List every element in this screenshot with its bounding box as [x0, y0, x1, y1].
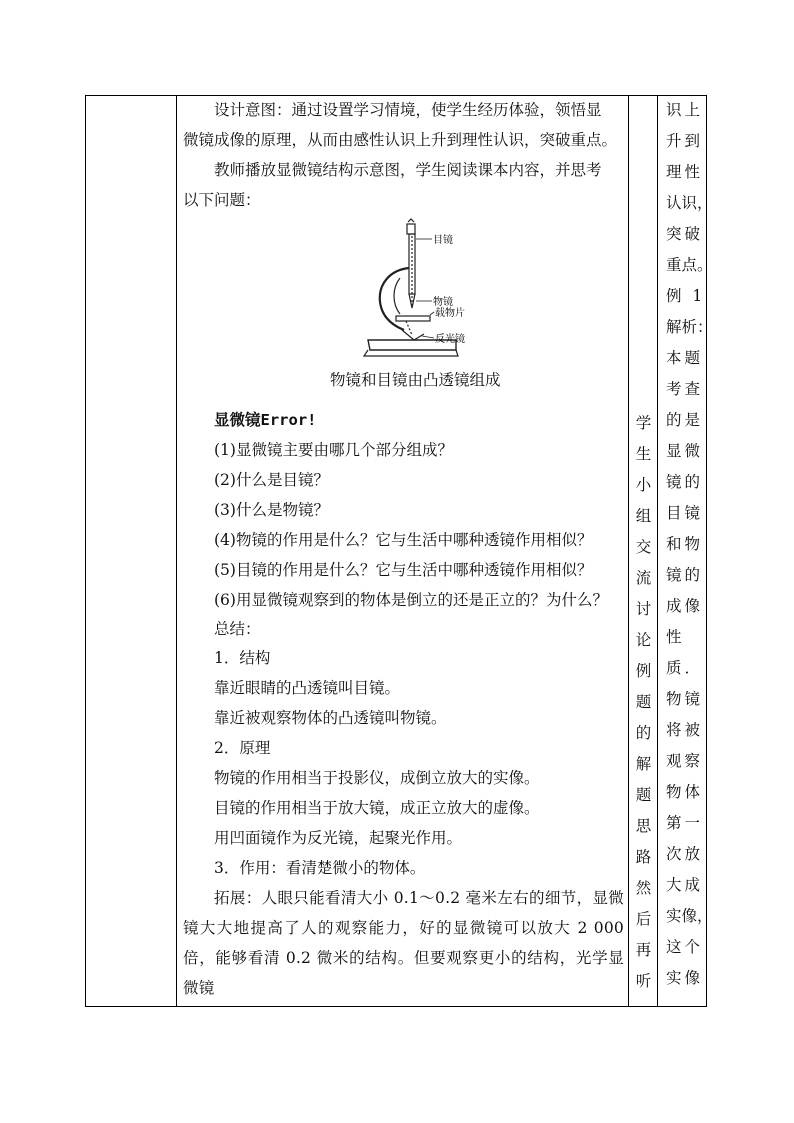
error-line: 显微镜Error! — [214, 411, 317, 429]
right-line: 这个 — [666, 938, 704, 956]
right-line: 重点。 — [666, 256, 713, 274]
right-line: 升到 — [666, 132, 704, 150]
student-activity-column — [631, 408, 656, 997]
teacher-line-1: 教师播放显微镜结构示意图，学生阅读课本内容，并思考 — [214, 161, 602, 179]
right-line: 实像 — [666, 969, 704, 987]
right-line: 物体 — [666, 783, 704, 801]
student-char: 思 — [635, 817, 652, 835]
right-line: 和物 — [666, 535, 704, 553]
student-char: 例 — [635, 662, 652, 680]
right-line: 的是 — [666, 411, 704, 429]
student-char: 听 — [635, 972, 652, 990]
student-char: 学 — [635, 414, 652, 432]
question-6: (6)用显微镜观察到的物体是倒立的还是正立的？为什么？ — [214, 591, 608, 609]
figure-caption: 物镜和目镜由凸透镜组成 — [330, 371, 501, 389]
right-line: 物镜 — [666, 690, 704, 708]
student-char: 生 — [635, 445, 652, 463]
student-char: 组 — [635, 507, 652, 525]
right-line: 理性 — [666, 163, 704, 181]
right-line: 镜的 — [666, 473, 704, 491]
student-char: 交 — [635, 538, 652, 556]
column-divider-1 — [176, 95, 177, 1007]
right-line: 次放 — [666, 845, 704, 863]
right-line: 观察 — [666, 752, 704, 770]
question-5: (5)目镜的作用是什么？它与生活中哪种透镜作用相似？ — [214, 561, 593, 579]
student-char: 论 — [635, 631, 652, 649]
right-line: 认识， — [666, 194, 713, 212]
section-2-line-3: 用凹面镜作为反光镜，起聚光作用。 — [214, 829, 463, 847]
right-line: 显微 — [666, 442, 704, 460]
right-line: 目镜 — [666, 504, 704, 522]
right-line: 解析： — [666, 318, 713, 336]
student-char: 然 — [635, 879, 652, 897]
right-line: 突破 — [666, 225, 704, 243]
right-line: 大成 — [666, 876, 704, 894]
student-char: 再 — [635, 941, 652, 959]
right-line: 性 — [666, 628, 685, 646]
label-eyepiece: 目镜 — [433, 235, 453, 246]
question-4: (4)物镜的作用是什么？它与生活中哪种透镜作用相似？ — [214, 531, 593, 549]
label-mirror: 反光镜 — [435, 334, 465, 345]
design-intent-line-1: 设计意图：通过设置学习情境，使学生经历体验，领悟显 — [214, 101, 602, 119]
student-char: 解 — [635, 755, 652, 773]
section-2-title: 2．原理 — [214, 739, 271, 757]
section-1-line-2: 靠近被观察物体的凸透镜叫物镜。 — [214, 709, 447, 727]
label-slide: 载物片 — [435, 308, 465, 319]
student-char: 题 — [635, 786, 652, 804]
student-char: 题 — [635, 693, 652, 711]
teacher-line-2: 以下问题： — [183, 191, 261, 209]
column-divider-2 — [628, 95, 629, 1007]
design-intent-column — [660, 95, 713, 994]
student-char: 的 — [635, 724, 652, 742]
right-line: 镜的 — [666, 566, 704, 584]
student-char: 讨 — [635, 600, 652, 618]
extension-paragraph: 拓展：人眼只能看清大小 0.1～0.2 毫米左右的细节，显微镜大大地提高了人的观察能力，好的显微镜可以放大 2 000 倍，能够看清 0.2 微米的结构。但要观察更小的结构，光学显微镜 — [183, 889, 624, 997]
student-char: 小 — [635, 476, 652, 494]
microscope-figure — [360, 218, 480, 360]
right-line: 本题 — [666, 349, 704, 367]
label-objective: 物镜 — [433, 297, 453, 308]
right-line: 质． — [666, 659, 704, 677]
student-char: 后 — [635, 910, 652, 928]
section-2-line-2: 目镜的作用相当于放大镜，成正立放大的虚像。 — [214, 799, 540, 817]
design-intent-line-2: 微镜成像的原理，从而由感性认识上升到理性认识，突破重点。 — [183, 131, 618, 149]
section-1-title: 1．结构 — [214, 649, 271, 667]
right-line: 实像， — [666, 907, 713, 925]
right-line: 将被 — [666, 721, 704, 739]
right-line: 例 1 — [666, 287, 706, 305]
right-line: 考查 — [666, 380, 704, 398]
question-1: (1)显微镜主要由哪几个部分组成？ — [214, 441, 453, 459]
right-line: 成像 — [666, 597, 704, 615]
right-line: 识上 — [666, 101, 704, 119]
right-line: 第一 — [666, 814, 704, 832]
section-3-line: 3．作用：看清楚微小的物体。 — [214, 859, 426, 877]
section-1-line-1: 靠近眼睛的凸透镜叫目镜。 — [214, 679, 401, 697]
student-char: 路 — [635, 848, 652, 866]
summary-title: 总结： — [214, 620, 261, 638]
section-2-line-1: 物镜的作用相当于投影仪，成倒立放大的实像。 — [214, 769, 540, 787]
student-char: 流 — [635, 569, 652, 587]
question-2: (2)什么是目镜？ — [214, 471, 329, 489]
column-divider-3 — [657, 95, 658, 1007]
question-3: (3)什么是物镜？ — [214, 501, 329, 519]
